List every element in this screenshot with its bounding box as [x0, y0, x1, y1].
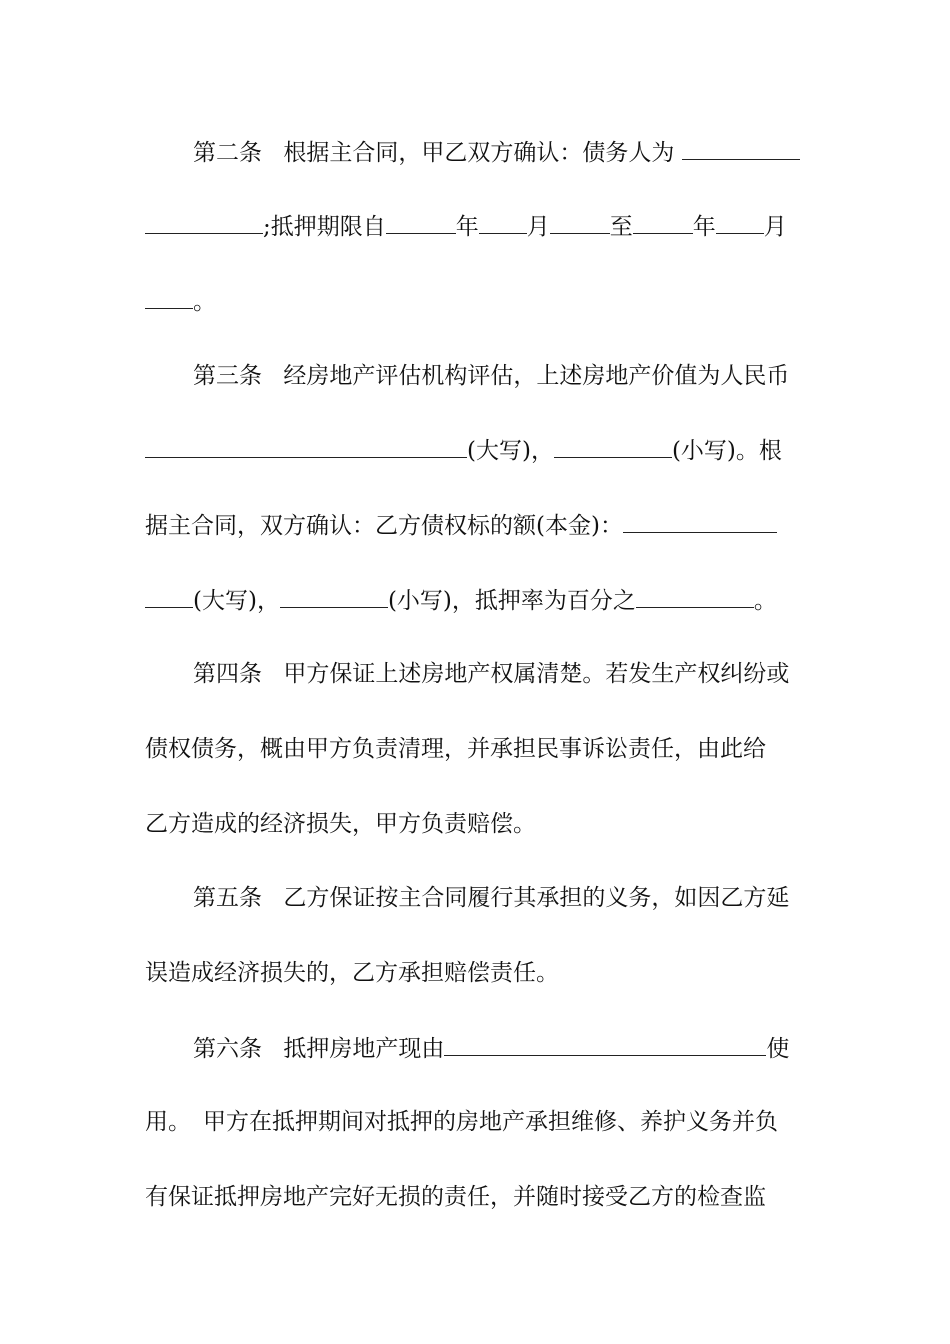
article-5-heading: 第五条 — [193, 885, 262, 911]
principal-label: 据主合同，双方确认：乙方债权标的额(本金)： — [145, 513, 623, 539]
debtor-blank-continued — [145, 211, 263, 234]
start-day-blank — [550, 211, 610, 234]
end-day-blank — [145, 286, 193, 309]
principal-blank — [623, 510, 777, 533]
end-month-label: 月 — [763, 214, 787, 240]
article-3-heading: 第三条 — [193, 363, 262, 389]
value-uppercase-blank — [145, 435, 467, 458]
article-6-line-3 — [145, 1182, 807, 1212]
article-2-text: 根据主合同，甲乙双方确认：债务人为 — [283, 140, 675, 166]
mortgage-rate-blank — [636, 585, 754, 608]
article-4-heading: 第四条 — [193, 661, 262, 687]
principal-lowercase-blank — [280, 585, 388, 608]
article-6-heading: 第六条 — [193, 1036, 262, 1062]
article-2-line-2 — [145, 211, 807, 241]
article-2-heading: 第二条 — [193, 140, 262, 166]
mortgage-term-label: ;抵押期限自 — [263, 214, 386, 240]
article-4-text-3: 乙方造成的经济损失，甲方负责赔偿。 — [145, 811, 536, 837]
article-6-text-3: 有保证抵押房地产完好无损的责任，并随时接受乙方的检查监 — [145, 1184, 766, 1210]
article-4-line-1 — [193, 659, 807, 689]
to-label: 至 — [609, 214, 633, 240]
value-lowercase-blank — [554, 435, 672, 458]
article-2-end: 。 — [193, 289, 216, 315]
article-3-line-1 — [193, 361, 807, 391]
article-2-line-3 — [145, 286, 807, 316]
article-4-text-1: 甲方保证上述房地产权属清楚。若发生产权纠纷或 — [283, 661, 790, 687]
article-6-text-2a: 用。 — [145, 1109, 191, 1135]
principal-blank-continued — [145, 585, 193, 608]
article-6-line-2 — [145, 1107, 807, 1137]
article-2-line-1 — [193, 137, 807, 167]
principal-lowercase-label: (小写)，抵押率为百分之 — [387, 588, 636, 614]
user-blank — [444, 1033, 766, 1056]
article-3-end: 。 — [753, 588, 777, 614]
end-year-blank — [633, 211, 693, 234]
article-5-text-2: 误造成经济损失的，乙方承担赔偿责任。 — [145, 960, 559, 986]
end-month-blank — [716, 211, 764, 234]
article-4-text-2: 债权债务，概由甲方负责清理，并承担民事诉讼责任，由此给 — [145, 736, 766, 762]
article-6-line-1 — [193, 1033, 807, 1063]
article-6-text: 抵押房地产现由 — [283, 1036, 445, 1062]
article-6-text-2b: 甲方在抵押期间对抵押的房地产承担维修、养护义务并负 — [203, 1109, 778, 1135]
start-month-label: 月 — [526, 214, 550, 240]
start-year-blank — [386, 211, 456, 234]
article-4-line-2 — [145, 734, 807, 764]
start-month-blank — [479, 211, 527, 234]
article-5-text-1: 乙方保证按主合同履行其承担的义务，如因乙方延 — [283, 885, 790, 911]
article-3-text: 经房地产评估机构评估，上述房地产价值为人民币 — [283, 363, 790, 389]
article-3-line-2 — [145, 435, 807, 465]
end-year-label: 年 — [692, 214, 716, 240]
value-lowercase-label: (小写)。根 — [671, 438, 782, 464]
principal-uppercase-label: (大写)， — [193, 588, 280, 614]
article-5-line-1 — [193, 883, 807, 913]
article-4-line-3 — [145, 809, 807, 839]
article-6-use: 使 — [766, 1036, 790, 1062]
value-uppercase-label: (大写)， — [467, 438, 554, 464]
article-3-line-4 — [145, 585, 807, 615]
article-5-line-2 — [145, 958, 807, 988]
start-year-label: 年 — [455, 214, 479, 240]
debtor-blank — [682, 137, 800, 160]
article-3-line-3 — [145, 510, 807, 540]
